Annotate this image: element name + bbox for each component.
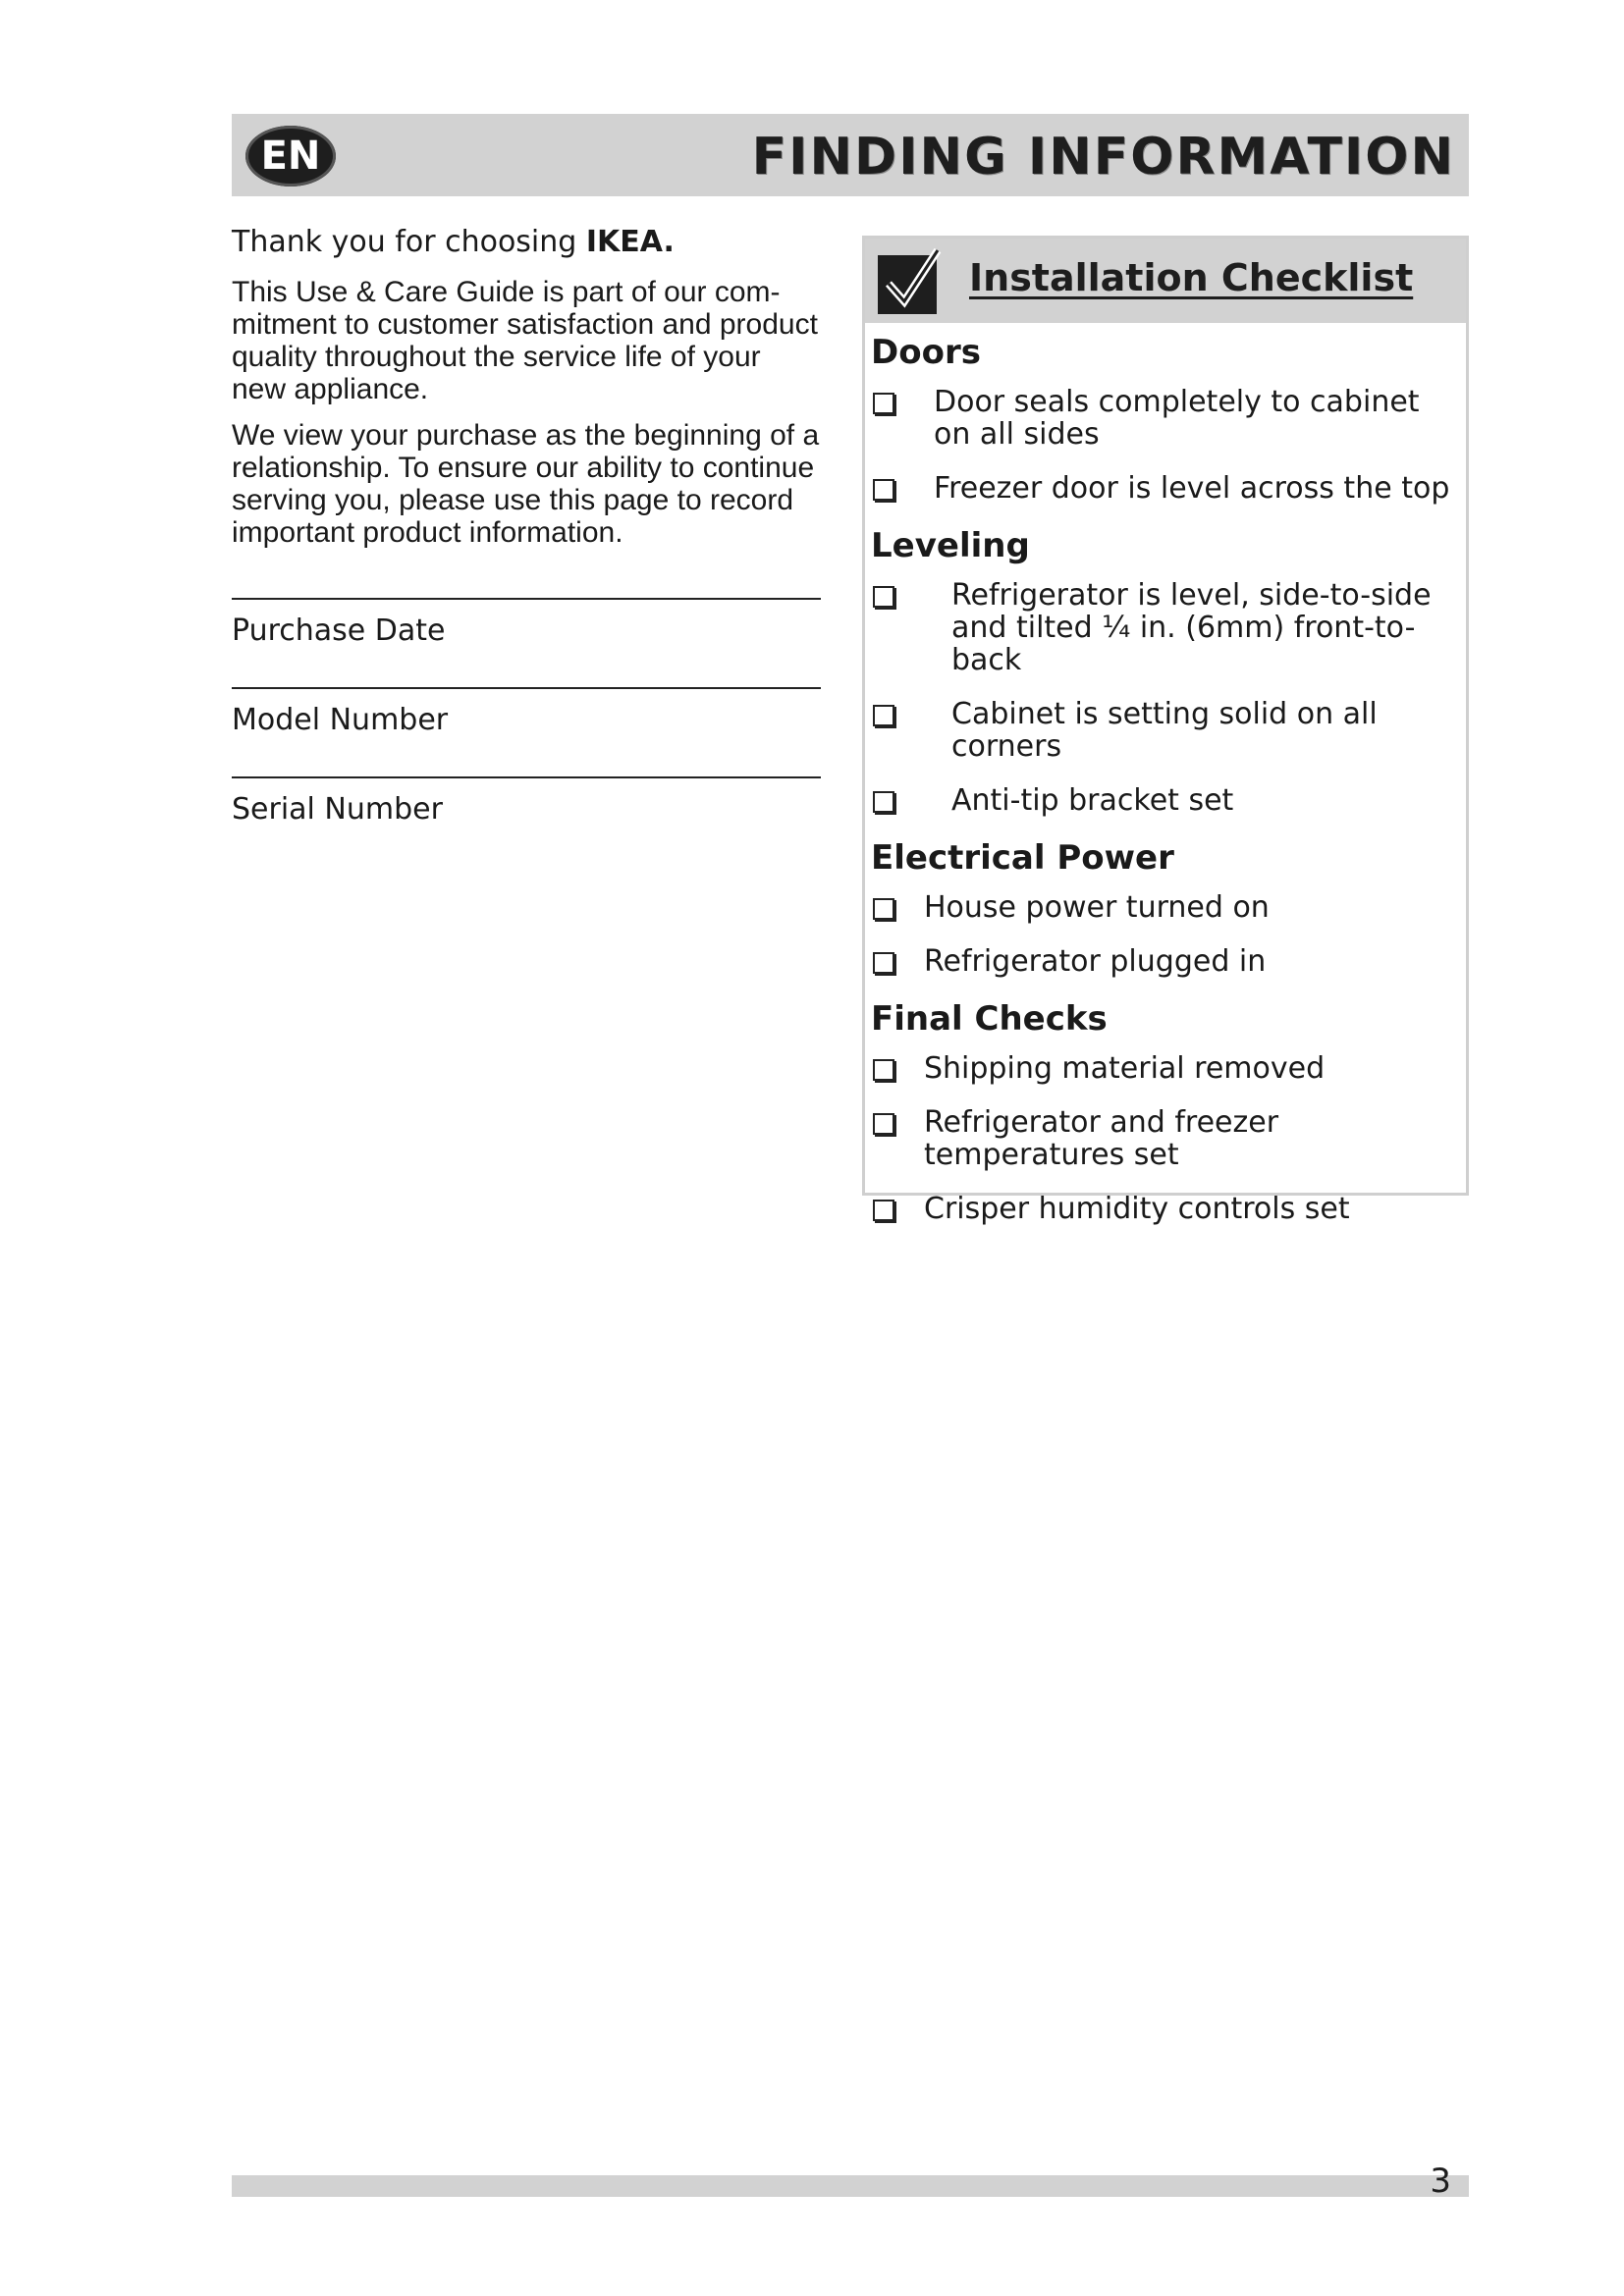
language-badge: EN: [245, 126, 336, 187]
record-label: Model Number: [232, 703, 449, 737]
record-line: [232, 598, 821, 600]
page-number: 3: [1430, 2162, 1451, 2201]
checklist-sections: [865, 323, 1466, 1225]
record-label: Purchase Date: [232, 614, 446, 648]
checkbox-icon[interactable]: [873, 586, 894, 608]
installation-checklist: [862, 236, 1469, 1226]
checklist-item[interactable]: [871, 472, 1466, 505]
checklist-item-text: Shipping material removed: [924, 1051, 1326, 1086]
checklist-header: [865, 239, 1466, 323]
checkbox-icon[interactable]: [873, 1059, 894, 1081]
page-header: [232, 114, 1469, 196]
section-title-leveling: Leveling: [871, 526, 1030, 565]
checklist-title: Installation Checklist: [969, 256, 1414, 299]
checkmark-icon: [877, 248, 944, 315]
checklist-item[interactable]: [871, 1106, 1466, 1171]
checkbox-icon[interactable]: [873, 952, 894, 974]
thanks-line: [232, 226, 840, 258]
intro-paragraph-2: We view your purchase as the beginning of a relationship. To ensure our ability to continue serving you, please use this page to record important product information.: [232, 419, 820, 549]
checklist-item-text: Anti-tip bracket set: [951, 783, 1234, 818]
brand-name: IKEA.: [585, 225, 675, 259]
section-title-final-checks: Final Checks: [871, 999, 1108, 1039]
checkbox-icon[interactable]: [873, 393, 894, 414]
checklist-item[interactable]: [871, 386, 1466, 451]
thanks-text: Thank you for choosing: [232, 225, 586, 259]
section-title-electrical-power: Electrical Power: [871, 838, 1174, 878]
checklist-item-text: House power turned on: [924, 890, 1270, 925]
checklist-item[interactable]: [871, 1193, 1466, 1225]
intro-column: [232, 226, 840, 827]
intro-paragraph-1: This Use & Care Guide is part of our com-mitment to customer satisfaction and product quality throughout the service life of your new appliance.: [232, 276, 818, 405]
footer-bar: [232, 2162, 1469, 2201]
page-title: FINDING INFORMATION: [751, 128, 1455, 187]
checkbox-icon[interactable]: [873, 898, 894, 920]
checklist-item-text: Cabinet is setting solid on all corners: [951, 697, 1378, 764]
checklist-item[interactable]: [871, 698, 1466, 763]
checklist-item-text: Crisper humidity controls set: [924, 1192, 1350, 1226]
checklist-item[interactable]: [871, 784, 1466, 817]
checklist-item-text: Refrigerator is level, side-to-side and tilted ¼ in. (6mm) front-to-back: [951, 578, 1432, 677]
record-line: [232, 687, 821, 689]
checklist-item-text: Refrigerator plugged in: [924, 944, 1267, 979]
checkbox-icon[interactable]: [873, 1113, 894, 1135]
checklist-item-text: Freezer door is level across the top: [934, 471, 1450, 506]
record-field-serial-number[interactable]: [232, 776, 821, 827]
checkbox-icon[interactable]: [873, 1200, 894, 1221]
checklist-item[interactable]: [871, 891, 1466, 924]
record-field-model-number[interactable]: [232, 687, 821, 737]
record-label: Serial Number: [232, 792, 443, 827]
checkbox-icon[interactable]: [873, 705, 894, 726]
record-field-purchase-date[interactable]: [232, 598, 821, 648]
checklist-item[interactable]: [871, 579, 1466, 676]
checklist-item-text: Door seals completely to cabinet on all sides: [934, 385, 1420, 452]
section-title-doors: Doors: [871, 333, 981, 372]
checklist-item[interactable]: [871, 945, 1466, 978]
checkbox-icon[interactable]: [873, 791, 894, 813]
checklist-item[interactable]: [871, 1052, 1466, 1085]
record-line: [232, 776, 821, 778]
checklist-item-text: Refrigerator and freezer temperatures set: [924, 1105, 1279, 1172]
checkbox-icon[interactable]: [873, 479, 894, 501]
